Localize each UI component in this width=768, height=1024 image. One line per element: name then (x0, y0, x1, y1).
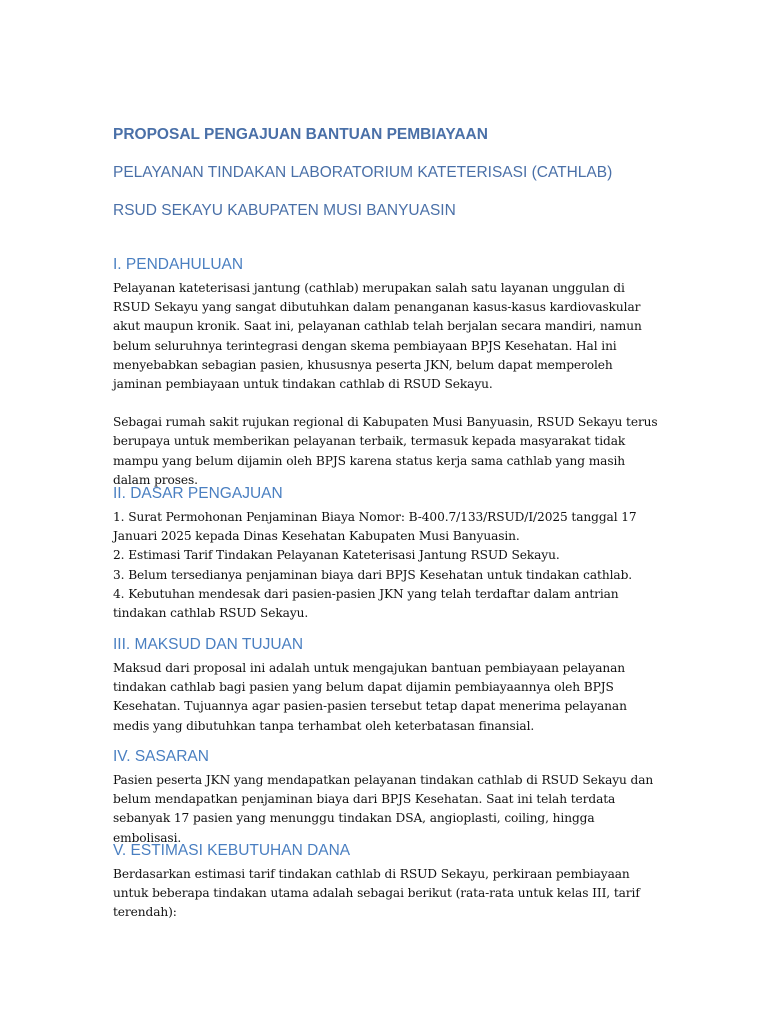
section-heading-estimasi: V. ESTIMASI KEBUTUHAN DANA (113, 842, 351, 859)
paragraph-pendahuluan-2: Sebagai rumah sakit rujukan regional di Kabupaten Musi Banyuasin, RSUD Sekayu terus berupaya untuk memberikan pelayanan terbaik, termasuk kepada masyarakat tidak mampu yang belum dijamin oleh BPJS karena status kerja sama cathlab yang masih dalam proses. (113, 415, 658, 487)
paragraph-sasaran: Pasien peserta JKN yang mendapatkan pelayanan tindakan cathlab di RSUD Sekayu dan belum mendapatkan penjaminan biaya dari BPJS Kesehatan. Saat ini telah terdata sebanyak 17 pasien yang menunggu tindakan DSA, angioplasti, coiling, hingga embolisasi. (113, 773, 654, 845)
section-heading-sasaran: IV. SASARAN (113, 748, 209, 765)
document-title: PROPOSAL PENGAJUAN BANTUAN PEMBIAYAAN (113, 126, 488, 143)
section-heading-maksud: III. MAKSUD DAN TUJUAN (113, 636, 304, 653)
paragraph-pendahuluan-1: Pelayanan kateterisasi jantung (cathlab) merupakan salah satu layanan unggulan di RSUD Sekayu yang sangat dibutuhkan dalam penanganan kasus-kasus kardiovaskular akut maupun kronik. Saat ini, pelayanan cathlab telah berjalan secara mandiri, namun belum seluruhnya terintegrasi dengan skema pembiayaan BPJS Kesehatan. Hal ini menyebabkan sebagian pasien, khususnya peserta JKN, belum dapat memperoleh jaminan pembiayaan untuk tindakan cathlab di RSUD Sekayu. (113, 281, 642, 392)
section-estimasi (113, 841, 658, 923)
section-heading-pendahuluan: I. PENDAHULUAN (113, 256, 244, 273)
list-item-dasar-1: 1. Surat Permohonan Penjaminan Biaya Nomor: B-400.7/133/RSUD/I/2025 tanggal 17 Januari 2025 kepada Dinas Kesehatan Kabupaten Musi Banyuasin. (113, 510, 637, 544)
paragraph-estimasi: Berdasarkan estimasi tarif tindakan cathlab di RSUD Sekayu, perkiraan pembiayaan untuk beberapa tindakan utama adalah sebagai berikut (rata-rata untuk kelas III, tarif terendah): (113, 867, 640, 920)
document-subtitle-hospital: RSUD SEKAYU KABUPATEN MUSI BANYUASIN (113, 202, 456, 219)
list-item-dasar-3: 3. Belum tersedianya penjaminan biaya dari BPJS Kesehatan untuk tindakan cathlab. (113, 567, 633, 582)
document-subtitle-service: PELAYANAN TINDAKAN LABORATORIUM KATETERISASI (CATHLAB) (113, 164, 613, 181)
section-maksud-tujuan (113, 635, 658, 736)
list-item-dasar-4: 4. Kebutuhan mendesak dari pasien-pasien JKN yang telah terdaftar dalam antrian tindakan cathlab RSUD Sekayu. (113, 586, 619, 621)
section-pendahuluan (113, 255, 658, 490)
section-heading-dasar: II. DASAR PENGAJUAN (113, 485, 283, 502)
paragraph-maksud: Maksud dari proposal ini adalah untuk mengajukan bantuan pembiayaan pelayanan tindakan cathlab bagi pasien yang belum dapat dijamin pembiayaannya oleh BPJS Kesehatan. Tujuannya agar pasien-pasien tersebut tetap dapat menerima pelayanan medis yang dibutuhkan tanpa terhambat oleh keterbatasan finansial. (113, 661, 627, 733)
section-sasaran (113, 747, 658, 848)
section-dasar-pengajuan (113, 484, 658, 623)
list-item-dasar-2: 2. Estimasi Tarif Tindakan Pelayanan Kateterisasi Jantung RSUD Sekayu. (113, 548, 560, 563)
